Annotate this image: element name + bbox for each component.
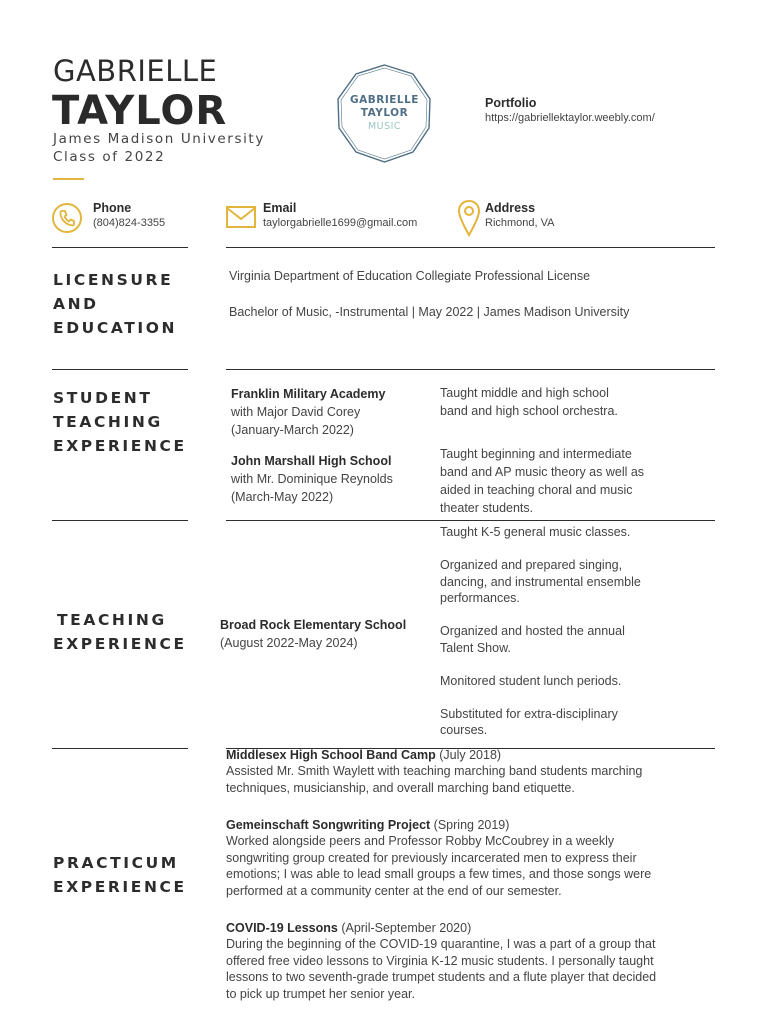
student-teaching-desc: Taught beginning and intermediate band and AP music theory as well as aided in teaching choral and music theater students.	[440, 447, 645, 515]
duty-item: Taught K-5 general music classes.	[440, 525, 631, 539]
class-of: Class of 2022	[53, 149, 166, 165]
practicum-date: (April-September 2020)	[337, 921, 472, 935]
first-name: GABRIELLE	[53, 54, 218, 88]
practicum-date: (Spring 2019)	[430, 818, 510, 832]
practicum-title: COVID-19 Lessons	[226, 921, 338, 935]
portfolio-link[interactable]: https://gabriellektaylor.weebly.com/	[485, 112, 655, 124]
address-label: Address	[485, 201, 536, 215]
phone-label: Phone	[93, 201, 132, 215]
section-heading-licensure: LICENSURE AND EDUCATION	[53, 271, 178, 337]
divider	[52, 247, 188, 248]
divider	[226, 369, 715, 370]
practicum-date: (July 2018)	[435, 748, 502, 762]
section-heading-student-teaching: STUDENT TEACHING EXPERIENCE	[53, 389, 187, 455]
university: James Madison University	[53, 131, 265, 147]
school-name: Broad Rock Elementary School	[220, 618, 407, 632]
email-label: Email	[263, 201, 297, 215]
logo-line-1: GABRIELLE	[350, 94, 419, 106]
portfolio-label: Portfolio	[485, 96, 537, 110]
location-pin-icon	[456, 199, 488, 233]
dates: (January-March 2022)	[231, 423, 354, 437]
mentor: with Mr. Dominique Reynolds	[231, 472, 393, 486]
teaching-entry	[220, 616, 406, 652]
dates: (August 2022-May 2024)	[220, 636, 358, 650]
divider	[52, 748, 188, 749]
section-heading-practicum: PRACTICUM EXPERIENCE	[53, 854, 187, 896]
license-item: Virginia Department of Education Collegiate Professional License	[229, 269, 591, 283]
dates: (March-May 2022)	[231, 490, 334, 504]
divider	[52, 520, 188, 521]
mentor: with Major David Corey	[231, 405, 361, 419]
practicum-entry: Middlesex High School Band Camp (July 2018) Assisted Mr. Smith Waylett with teaching marching band students marching techniques, musicianship, and overall marching band etiquette.	[226, 748, 643, 795]
logo	[333, 62, 436, 165]
practicum-title: Gemeinschaft Songwriting Project	[226, 818, 431, 832]
address-value: Richmond, VA	[485, 217, 555, 229]
accent-bar	[53, 178, 84, 180]
duty-item: Substituted for extra-disciplinary courses.	[440, 706, 618, 737]
student-teaching-desc: Taught middle and high school band and high school orchestra.	[440, 386, 618, 418]
student-teaching-entry	[231, 452, 393, 506]
last-name: TAYLOR	[52, 88, 228, 134]
school-name: Franklin Military Academy	[231, 387, 386, 401]
degree-item: Bachelor of Music, -Instrumental | May 2022 | James Madison University	[229, 305, 630, 319]
logo-line-2: TAYLOR	[360, 107, 409, 119]
duty-item: Organized and hosted the annual Talent Show.	[440, 624, 625, 655]
phone-icon	[51, 202, 83, 236]
school-name: John Marshall High School	[231, 454, 392, 468]
divider	[226, 247, 715, 248]
phone-value[interactable]: (804)824-3355	[93, 217, 166, 229]
email-value[interactable]: taylorgabrielle1699@gmail.com	[263, 217, 418, 229]
practicum-entry: COVID-19 Lessons (April-September 2020) During the beginning of the COVID-19 quarantine, I was a part of a group that offered free video lessons to Virginia K-12 music students. I personally taught lessons to two seventh-grade trumpet students and a flute player that decided to pick up trumpet her senior year.	[226, 921, 657, 1001]
practicum-title: Middlesex High School Band Camp	[226, 748, 436, 762]
logo-line-3: MUSIC	[367, 121, 402, 132]
teaching-duties	[440, 524, 641, 739]
email-icon	[225, 203, 257, 237]
duty-item: Monitored student lunch periods.	[440, 673, 622, 688]
student-teaching-entry	[231, 385, 385, 439]
divider	[226, 520, 715, 521]
section-heading-teaching: TEACHING EXPERIENCE	[53, 611, 187, 653]
divider	[52, 369, 188, 370]
duty-item: Organized and prepared singing, dancing, and instrumental ensemble performances.	[440, 558, 641, 605]
practicum-entry: Gemeinschaft Songwriting Project (Spring 2019) Worked alongside peers and Professor Robby McCoubrey in a weekly songwriting group created for previously incarcerated men to express their emotions; I was able to lead small groups a few times, and those songs were performed at a community center at the end of our semester.	[226, 818, 652, 898]
